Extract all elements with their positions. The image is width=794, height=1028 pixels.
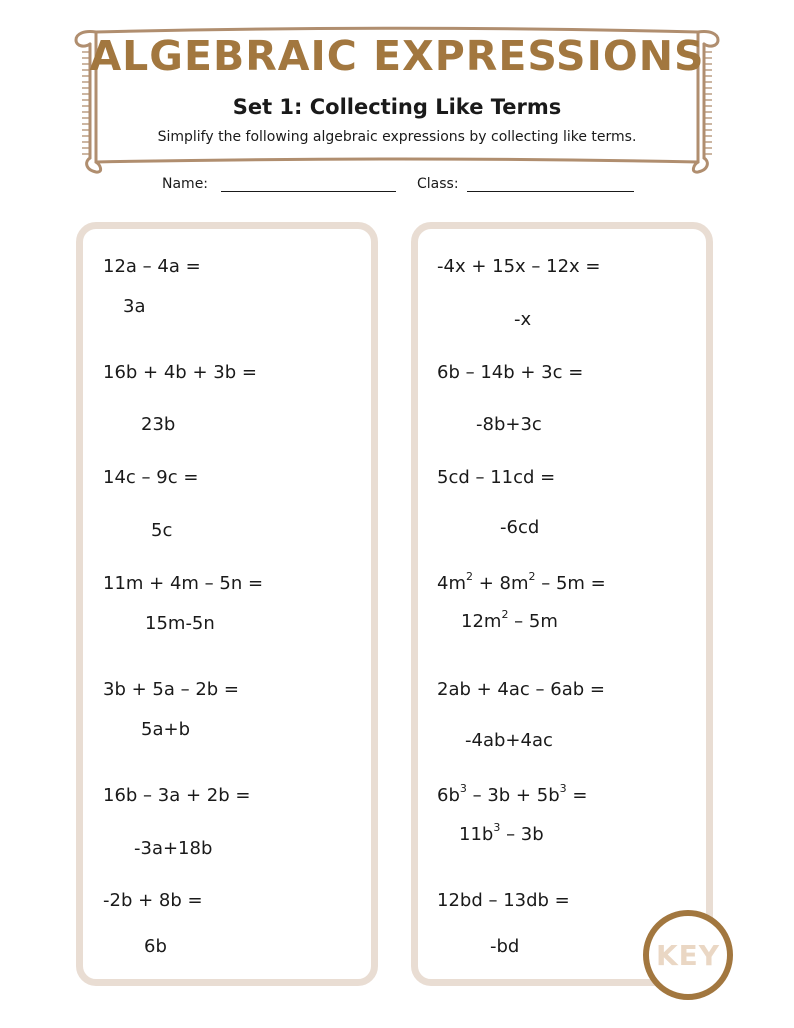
right-question-1: -4x + 15x – 12x = — [437, 256, 601, 277]
right-answer-4: $12m^2 - 5m$ — [461, 608, 558, 632]
left-answer-6: -3a+18b — [134, 838, 213, 859]
name-label: Name: — [162, 176, 209, 192]
left-question-2: 16b + 4b + 3b = — [103, 362, 257, 383]
left-answer-4: 15m-5n — [145, 613, 215, 634]
left-problem-panel — [76, 222, 378, 986]
left-answer-5: 5a+b — [141, 719, 190, 740]
right-question-6: $6b^3 - 3b + 5b^3$ = — [437, 782, 588, 806]
right-answer-6: $11b^3 - 3b$ — [459, 821, 544, 845]
page-subtitle: Set 1: Collecting Like Terms — [232, 95, 562, 119]
left-answer-1: 3a — [123, 296, 146, 317]
right-answer-7: -bd — [490, 936, 520, 957]
right-question-7: 12bd – 13db = — [437, 890, 570, 911]
name-field[interactable] — [221, 191, 396, 192]
right-question-3: 5cd – 11cd = — [437, 467, 556, 488]
left-answer-2: 23b — [141, 414, 176, 435]
right-answer-2: -8b+3c — [476, 414, 542, 435]
answer-key-label: KEY — [655, 938, 721, 972]
left-question-4: 11m + 4m – 5n = — [103, 573, 264, 594]
instructions: Simplify the following algebraic expressions by collecting like terms. — [157, 129, 637, 145]
right-answer-3: -6cd — [500, 517, 540, 538]
right-question-4: $4m^2 + 8m^2 - 5m$ = — [437, 570, 606, 594]
answer-key-badge — [643, 910, 733, 1000]
right-question-5: 2ab + 4ac – 6ab = — [437, 679, 605, 700]
right-question-2: 6b – 14b + 3c = — [437, 362, 584, 383]
class-label: Class: — [417, 176, 459, 192]
left-question-7: -2b + 8b = — [103, 890, 203, 911]
left-answer-3: 5c — [151, 520, 173, 541]
left-question-3: 14c – 9c = — [103, 467, 199, 488]
left-question-1: 12a – 4a = — [103, 256, 201, 277]
left-answer-7: 6b — [144, 936, 167, 957]
class-field[interactable] — [467, 191, 634, 192]
right-answer-1: -x — [514, 309, 532, 330]
left-question-6: 16b – 3a + 2b = — [103, 785, 251, 806]
left-question-5: 3b + 5a – 2b = — [103, 679, 240, 700]
page-title: ALGEBRAIC EXPRESSIONS — [89, 32, 705, 80]
right-problem-panel — [411, 222, 713, 986]
right-answer-5: -4ab+4ac — [465, 730, 553, 751]
